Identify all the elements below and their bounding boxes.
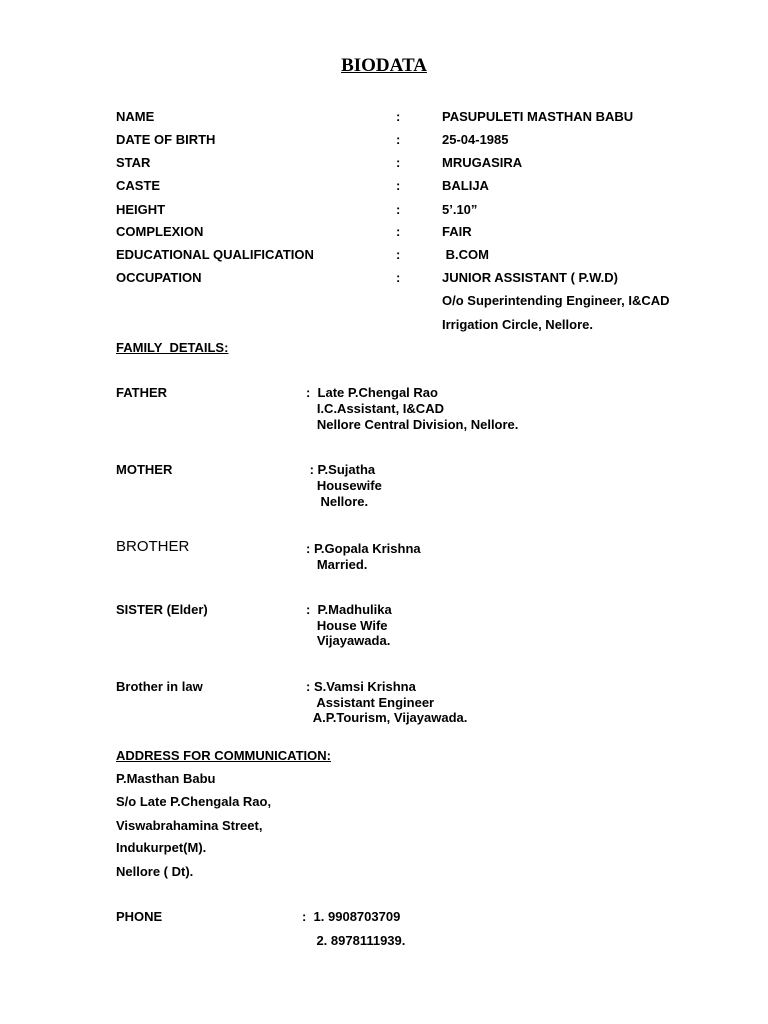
father-line-2: I.C.Assistant, I&CAD <box>306 401 444 416</box>
occupation-circle: Irrigation Circle, Nellore. <box>442 317 593 332</box>
education-value: B.COM <box>442 247 489 262</box>
occupation-value: JUNIOR ASSISTANT ( P.W.D) <box>442 270 618 285</box>
phone-number-2: 2. 8978111939. <box>302 933 406 948</box>
height-sep: : <box>396 202 401 217</box>
address-line-4: Indukurpet(M). <box>116 840 207 855</box>
name-label: NAME <box>116 109 155 124</box>
complexion-sep: : <box>396 224 401 239</box>
complexion-label: COMPLEXION <box>116 224 204 239</box>
phone-number-1: : 1. 9908703709 <box>302 909 401 924</box>
occupation-sep: : <box>396 270 401 285</box>
height-value: 5’.10” <box>442 202 478 217</box>
occupation-label: OCCUPATION <box>116 270 202 285</box>
phone-label: PHONE <box>116 909 163 924</box>
brother-in-law-line-1: : S.Vamsi Krishna <box>306 679 416 694</box>
caste-sep: : <box>396 178 401 193</box>
brother-in-law-line-3: A.P.Tourism, Vijayawada. <box>306 710 468 725</box>
star-value: MRUGASIRA <box>442 155 523 170</box>
address-line-3: Viswabrahamina Street, <box>116 818 263 833</box>
sister-line-3: Vijayawada. <box>306 633 391 648</box>
family-details-heading: FAMILY DETAILS: <box>116 340 229 355</box>
father-line-1: : Late P.Chengal Rao <box>306 385 438 400</box>
brother-label: BROTHER <box>116 538 190 555</box>
father-line-3: Nellore Central Division, Nellore. <box>306 417 519 432</box>
address-line-5: Nellore ( Dt). <box>116 864 194 879</box>
brother-in-law-label: Brother in law <box>116 679 203 694</box>
education-sep: : <box>396 247 401 262</box>
sister-line-1: : P.Madhulika <box>306 602 392 617</box>
name-sep: : <box>396 109 401 124</box>
mother-line-2: Housewife <box>306 478 382 493</box>
address-line-2: S/o Late P.Chengala Rao, <box>116 794 272 809</box>
dob-value: 25-04-1985 <box>442 132 509 147</box>
brother-line-1: : P.Gopala Krishna <box>306 541 421 556</box>
father-label: FATHER <box>116 385 168 400</box>
brother-line-2: Married. <box>306 557 368 572</box>
dob-sep: : <box>396 132 401 147</box>
name-value: PASUPULETI MASTHAN BABU <box>442 109 634 124</box>
sister-label: SISTER (Elder) <box>116 602 208 617</box>
mother-line-3: Nellore. <box>306 494 369 509</box>
education-label: EDUCATIONAL QUALIFICATION <box>116 247 314 262</box>
sister-line-2: House Wife <box>306 618 388 633</box>
document-title: BIODATA <box>341 55 427 76</box>
star-sep: : <box>396 155 401 170</box>
star-label: STAR <box>116 155 151 170</box>
caste-value: BALIJA <box>442 178 489 193</box>
complexion-value: FAIR <box>442 224 472 239</box>
mother-line-1: : P.Sujatha <box>306 462 376 477</box>
brother-in-law-line-2: Assistant Engineer <box>306 695 435 710</box>
height-label: HEIGHT <box>116 202 166 217</box>
address-heading: ADDRESS FOR COMMUNICATION: <box>116 748 331 763</box>
occupation-office: O/o Superintending Engineer, I&CAD <box>442 293 670 308</box>
address-line-1: P.Masthan Babu <box>116 771 216 786</box>
caste-label: CASTE <box>116 178 161 193</box>
mother-label: MOTHER <box>116 462 173 477</box>
dob-label: DATE OF BIRTH <box>116 132 216 147</box>
